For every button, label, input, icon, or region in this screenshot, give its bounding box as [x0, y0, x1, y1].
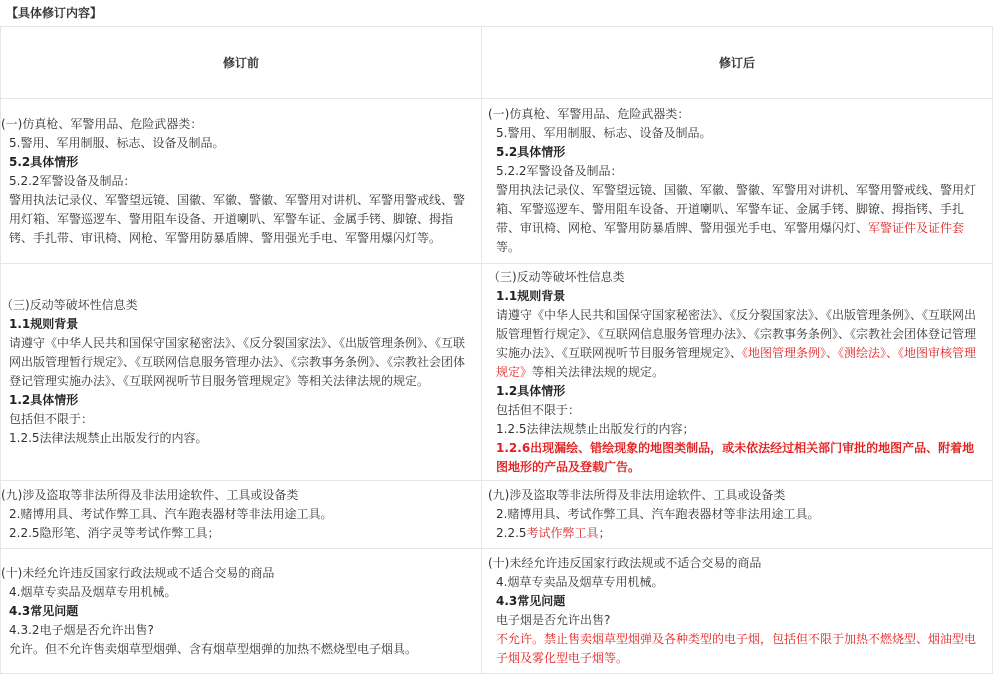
category-line: （三)反动等破坏性信息类	[488, 269, 625, 284]
item-line: 4.烟草专卖品及烟草专用机械。	[9, 584, 177, 599]
section-heading: 5.2具体情形	[9, 154, 79, 169]
table-row	[1, 264, 993, 481]
section-heading: 1.1规则背景	[496, 288, 566, 303]
law-text: 请遵守《中华人民共和国保守国家秘密法》、《反分裂国家法》、《出版管理条例》、《互联网出版管理暂行规定》、《互联网信息服务管理办法》、《宗教事务条例》、《宗教社会团体登记管理实施办法》、《互联网视听节目服务管理规定》等相关法律法规的规定。	[9, 336, 466, 388]
revised-text: 军警证件及证件套	[868, 221, 965, 235]
question-line: 电子烟是否允许出售?	[496, 613, 611, 627]
revised-text: 《地图管理条例》、《测绘法》、《地图审核管理规定》	[496, 345, 977, 379]
item-line: 1.2.5法律法规禁止出版发行的内容。	[9, 431, 208, 445]
item-line: 5.警用、军用制服、标志、设备及制品。	[9, 135, 225, 150]
body-text: 警用执法记录仪、军警望远镜、国徽、军徽、警徽、军警用对讲机、军警用警戒线、警用灯箱、军警巡逻车、警用阻车设备、开道喇叭、军警车证、金属手铐、脚镣、拇指铐、手扎带、审讯椅、网枪、军警用防暴盾牌、警用强光手电、军警用爆闪灯等。	[9, 192, 466, 245]
revision-table	[0, 26, 993, 674]
question-line: 4.3.2电子烟是否允许出售?	[9, 622, 154, 637]
cell-before	[1, 99, 482, 264]
category-line: (一)仿真枪、军警用品、危险武器类：	[1, 116, 203, 131]
category-line: （三)反动等破坏性信息类	[1, 298, 138, 312]
table-row	[1, 481, 993, 549]
cell-after	[482, 99, 993, 264]
section-heading: 1.1规则背景	[9, 317, 79, 331]
body-text-end: 等。	[496, 240, 521, 254]
item-line	[488, 524, 986, 543]
item-line: 2.2.5隐形笔、消字灵等考试作弊工具；	[9, 526, 220, 540]
section-heading: 1.2具体情形	[9, 393, 79, 407]
category-line: (九)涉及盗取等非法所得及非法用途软件、工具或设备类	[1, 488, 299, 502]
section-heading: 1.2具体情形	[496, 383, 566, 398]
section-heading: 4.3常见问题	[9, 603, 79, 618]
revised-text: 不允许。禁止售卖烟草型烟弹及各种类型的电子烟，包括但不限于加热不燃烧型、烟油型电子烟及雾化型电子烟等。	[496, 632, 977, 665]
body-text-main: 警用执法记录仪、军警望远镜、国徽、军徽、警徽、军警用对讲机、军警用警戒线、警用灯箱、军警巡逻车、警用阻车设备、开道喇叭、军警车证、金属手铐、脚镣、拇指铐、手扎带、审讯椅、网枪、军警用防暴盾牌、警用强光手电、军警用爆闪灯、	[496, 183, 977, 235]
answer-line: 允许。但不允许售卖烟草型烟弹、含有烟草型烟弹的加热不燃烧型电子烟具。	[9, 641, 418, 656]
include-line: 包括但不限于：	[9, 412, 94, 426]
law-text	[488, 306, 986, 382]
subsection-line: 5.2.2军警设备及制品：	[496, 164, 623, 178]
cell-after	[482, 549, 993, 674]
include-line: 包括但不限于：	[496, 402, 581, 417]
item-line: 2.赌博用具、考试作弊工具、汽车跑表器材等非法用途工具。	[496, 507, 820, 521]
item-line: 1.2.5法律法规禁止出版发行的内容；	[496, 421, 695, 436]
header-after: 修订后	[482, 27, 993, 99]
law-text-end: 等相关法律法规的规定。	[532, 364, 665, 379]
category-line: (九)涉及盗取等非法所得及非法用途软件、工具或设备类	[488, 488, 786, 502]
header-before: 修订前	[1, 27, 482, 99]
section-heading: 5.2具体情形	[496, 145, 566, 159]
section-heading: 4.3常见问题	[496, 594, 566, 608]
item-line: 2.赌博用具、考试作弊工具、汽车跑表器材等非法用途工具。	[9, 507, 333, 521]
subsection-line: 5.2.2军警设备及制品：	[9, 173, 136, 188]
cell-before	[1, 549, 482, 674]
revised-text: 考试作弊工具	[526, 526, 599, 540]
section-title: 【具体修订内容】	[6, 6, 103, 20]
body-text	[488, 181, 986, 257]
cell-after	[482, 481, 993, 549]
item-line: 5.警用、军用制服、标志、设备及制品。	[496, 126, 712, 140]
category-line: (十)未经允许违反国家行政法规或不适合交易的商品	[488, 556, 762, 570]
cell-before	[1, 264, 482, 481]
item-end: ；	[598, 526, 611, 540]
item-line: 4.烟草专卖品及烟草专用机械。	[496, 575, 664, 589]
item-number: 2.2.5	[496, 526, 527, 540]
law-text-main: 请遵守《中华人民共和国保守国家秘密法》、《反分裂国家法》、《出版管理条例》、《互联网出版管理暂行规定》、《互联网信息服务管理办法》、《宗教事务条例》、《宗教社会团体登记管理实施办法》、《互联网视听节目服务管理规定》、	[496, 307, 977, 360]
table-row	[1, 99, 993, 264]
cell-before	[1, 481, 482, 549]
category-line: (十)未经允许违反国家行政法规或不适合交易的商品	[1, 565, 275, 580]
table-row	[1, 549, 993, 674]
category-line: (一)仿真枪、军警用品、危险武器类：	[488, 107, 690, 121]
cell-after	[482, 264, 993, 481]
revised-text: 1.2.6出现漏绘、错绘现象的地图类制品，或未依法经过相关部门审批的地图产品、附着地图地形的产品及登载广告。	[496, 440, 975, 474]
table-header-row	[1, 27, 993, 99]
